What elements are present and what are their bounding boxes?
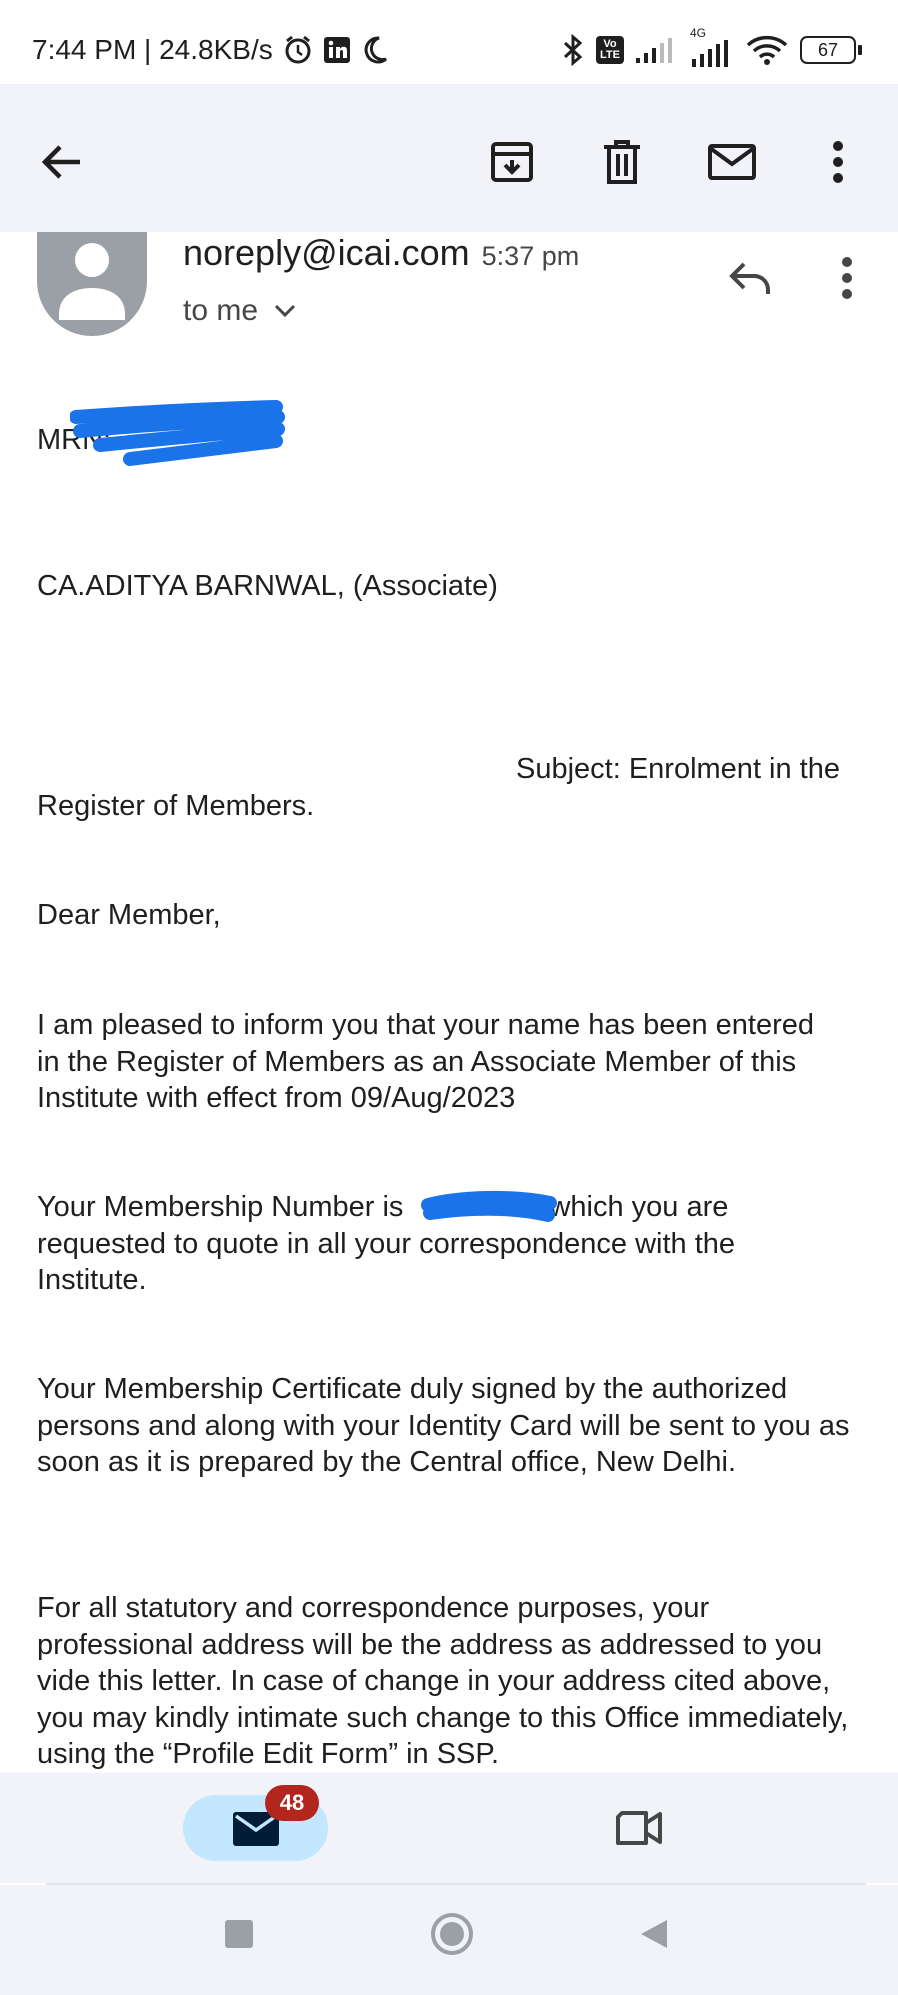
mark-unread-button[interactable] bbox=[700, 130, 764, 194]
message-more-button[interactable] bbox=[815, 246, 879, 310]
signal-4g-group bbox=[684, 26, 736, 66]
status-right bbox=[560, 26, 862, 66]
more-vert-icon bbox=[832, 140, 844, 184]
greeting: Dear Member, bbox=[37, 899, 221, 931]
chevron-down-icon bbox=[274, 304, 296, 318]
square-icon bbox=[225, 1920, 253, 1948]
unread-count-badge: 48 bbox=[265, 1785, 319, 1821]
email-header bbox=[0, 232, 898, 352]
avatar[interactable] bbox=[37, 232, 147, 336]
status-bar bbox=[0, 0, 898, 84]
sender-line bbox=[183, 232, 579, 274]
back-nav-button[interactable] bbox=[630, 1910, 678, 1958]
email-toolbar bbox=[0, 84, 898, 232]
person-icon bbox=[37, 232, 147, 336]
bottom-navigation bbox=[0, 1773, 898, 1883]
more-vert-icon bbox=[841, 256, 853, 300]
email-time: 5:37 pm bbox=[481, 241, 580, 271]
battery-level: 67 bbox=[800, 36, 856, 64]
paragraph-2-start: Your Membership Number is bbox=[37, 1191, 404, 1223]
paragraph-4: For all statutory and correspondence purposes, your professional address will be the address as addressed to you vide this letter. In case of change in your address cited above, you may kindly intimate such change to this Office immediately, using the “Profile Edit Form” in SSP. bbox=[37, 1592, 849, 1770]
battery-icon bbox=[800, 36, 862, 64]
mail-icon bbox=[707, 143, 757, 181]
status-time: 7:44 PM | 24.8KB/s bbox=[32, 34, 273, 65]
subject-line-1: Subject: Enrolment in the bbox=[515, 753, 840, 785]
mrn-label: MRN: bbox=[37, 424, 112, 456]
reply-icon bbox=[728, 260, 772, 296]
archive-icon bbox=[490, 140, 534, 184]
signal-4g-icon bbox=[684, 40, 736, 68]
subject-line-2: Register of Members. bbox=[37, 790, 315, 822]
network-type-label: 4G bbox=[690, 26, 707, 40]
sender-address[interactable]: noreply@icai.com bbox=[183, 232, 470, 273]
alarm-icon bbox=[283, 35, 313, 65]
nav-meet-tab[interactable] bbox=[606, 1795, 672, 1861]
redaction-scribble-mrn bbox=[70, 395, 285, 475]
volte-icon: Vo LTE bbox=[596, 36, 624, 64]
arrow-left-icon bbox=[40, 142, 84, 182]
triangle-back-icon bbox=[639, 1918, 669, 1950]
trash-icon bbox=[602, 139, 642, 185]
reply-button[interactable] bbox=[718, 246, 782, 310]
more-options-button[interactable] bbox=[806, 130, 870, 194]
linkedin-icon bbox=[323, 36, 351, 64]
recipient-label: to me bbox=[183, 294, 259, 327]
archive-button[interactable] bbox=[480, 130, 544, 194]
home-button[interactable] bbox=[424, 1906, 480, 1962]
paragraph-1: I am pleased to inform you that your name has been entered in the Register of Members as an Associate Member of this Institute with effect from 09/Aug/2023 bbox=[37, 1009, 815, 1114]
paragraph-3: Your Membership Certificate duly signed by the authorized persons and along with your Identity Card will be sent to you as soon as it is prepared by the Central office, New Delhi. bbox=[37, 1373, 850, 1478]
paragraph-2-end: ,which you are requested to quote in all your correspondence with the Institute. bbox=[37, 1191, 736, 1296]
wifi-icon bbox=[746, 34, 790, 66]
bluetooth-icon bbox=[560, 34, 586, 66]
recents-button[interactable] bbox=[215, 1910, 263, 1958]
back-button[interactable] bbox=[30, 130, 94, 194]
system-navigation-bar bbox=[0, 1885, 898, 1995]
redaction-scribble-membership bbox=[420, 1185, 560, 1227]
delete-button[interactable] bbox=[590, 130, 654, 194]
status-left bbox=[32, 34, 389, 66]
signal-icon bbox=[634, 36, 674, 64]
video-camera-icon bbox=[614, 1809, 664, 1847]
moon-icon bbox=[361, 35, 389, 65]
recipient-toggle[interactable] bbox=[183, 294, 296, 328]
addressee: CA.ADITYA BARNWAL, (Associate) bbox=[37, 570, 498, 602]
home-circle-icon bbox=[430, 1912, 474, 1956]
